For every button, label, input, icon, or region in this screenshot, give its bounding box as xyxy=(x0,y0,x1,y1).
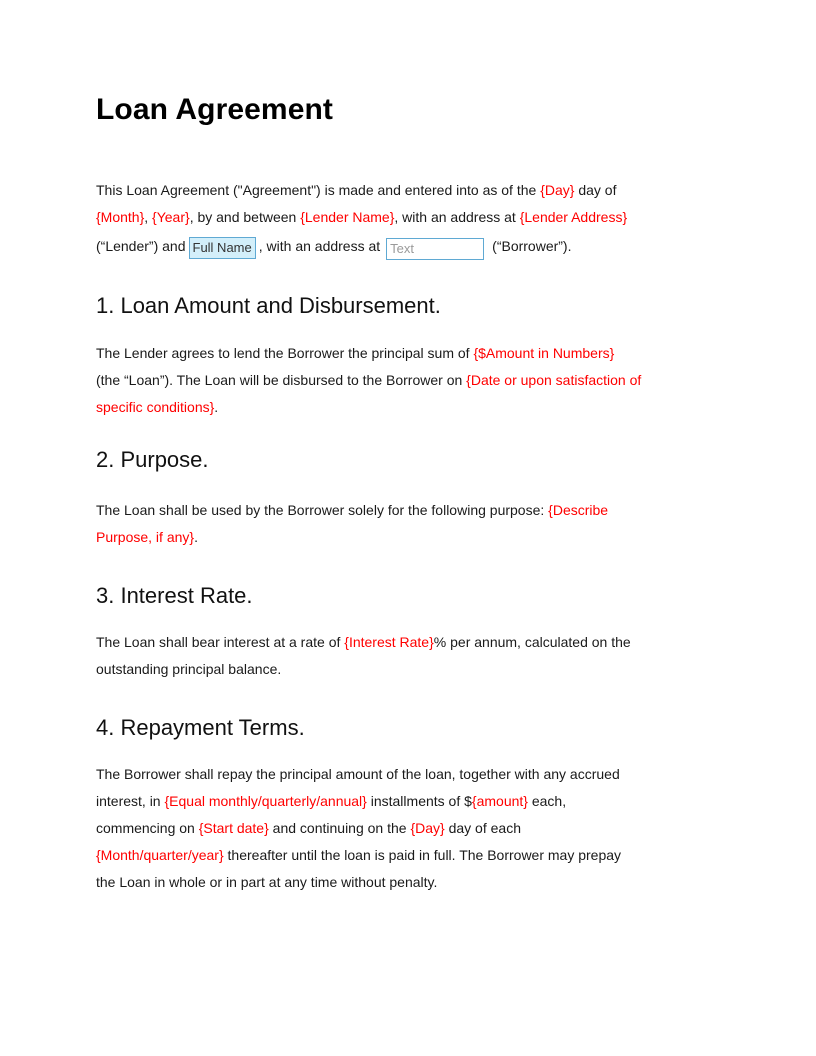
placeholder-disbursement-date-cont: specific conditions} xyxy=(96,399,215,415)
placeholder-interest-rate: {Interest Rate} xyxy=(344,634,434,650)
section-purpose-paragraph xyxy=(96,497,736,551)
section-repayment-terms-paragraph xyxy=(96,761,736,896)
paragraph-line xyxy=(96,869,736,896)
body-text: outstanding principal balance. xyxy=(96,661,282,677)
body-text: . xyxy=(214,399,219,415)
section-heading-interest-rate: 3. Interest Rate. xyxy=(96,583,253,608)
paragraph-line xyxy=(96,815,736,842)
paragraph-line xyxy=(96,367,736,394)
intro-text: , by and between xyxy=(189,209,301,225)
paragraph-line xyxy=(96,524,736,551)
paragraph-line xyxy=(96,842,736,869)
placeholder-lender-name: {Lender Name} xyxy=(300,209,395,225)
borrower-name-field[interactable]: Full Name xyxy=(189,237,256,259)
body-text: the Loan in whole or in part at any time without penalty. xyxy=(96,874,438,890)
placeholder-disbursement-date: {Date or upon satisfaction of xyxy=(466,372,642,388)
section-heading-purpose: 2. Purpose. xyxy=(96,447,209,472)
intro-text: (“Lender”) and xyxy=(96,238,186,254)
body-text: % per annum, calculated on the xyxy=(433,634,631,650)
body-text: The Loan shall be used by the Borrower solely for the following purpose: xyxy=(96,502,549,518)
body-text: each, xyxy=(527,793,567,809)
body-text: interest, in xyxy=(96,793,165,809)
placeholder-day: {Day} xyxy=(540,182,575,198)
intro-text: day of xyxy=(574,182,617,198)
placeholder-installment-amount: {amount} xyxy=(471,793,528,809)
placeholder-lender-address: {Lender Address} xyxy=(519,209,628,225)
intro-text: , with an address at xyxy=(258,238,381,254)
body-text: and continuing on the xyxy=(268,820,411,836)
placeholder-month: {Month} xyxy=(96,209,145,225)
section-heading-loan-amount: 1. Loan Amount and Disbursement. xyxy=(96,293,441,318)
paragraph-line xyxy=(96,761,736,788)
paragraph-line xyxy=(96,629,736,656)
section-heading-repayment-terms: 4. Repayment Terms. xyxy=(96,715,305,740)
body-text: The Borrower shall repay the principal amount of the loan, together with any accrued xyxy=(96,766,620,782)
body-text: (the “Loan”). The Loan will be disbursed to the Borrower on xyxy=(96,372,467,388)
intro-line-1 xyxy=(96,177,736,204)
body-text: installments of $ xyxy=(366,793,472,809)
body-text: The Lender agrees to lend the Borrower the principal sum of xyxy=(96,345,474,361)
placeholder-payment-period: {Month/quarter/year} xyxy=(96,847,224,863)
intro-text: (“Borrower”). xyxy=(492,238,572,254)
placeholder-purpose-cont: Purpose, if any} xyxy=(96,529,195,545)
body-text: The Loan shall bear interest at a rate of xyxy=(96,634,345,650)
intro-text: This Loan Agreement ("Agreement") is made and entered into as of the xyxy=(96,182,541,198)
body-text: . xyxy=(194,529,198,545)
document-title: Loan Agreement xyxy=(96,93,333,126)
intro-paragraph xyxy=(96,177,736,261)
placeholder-purpose: {Describe xyxy=(548,502,609,518)
section-loan-amount-paragraph xyxy=(96,340,736,421)
intro-text: , with an address at xyxy=(394,209,520,225)
paragraph-line xyxy=(96,497,736,524)
placeholder-year: {Year} xyxy=(152,209,190,225)
paragraph-line xyxy=(96,788,736,815)
intro-line-2 xyxy=(96,204,736,231)
placeholder-start-date: {Start date} xyxy=(198,820,269,836)
paragraph-line xyxy=(96,394,736,421)
section-interest-rate-paragraph xyxy=(96,629,736,683)
body-text: thereafter until the loan is paid in full. The Borrower may prepay xyxy=(223,847,622,863)
intro-line-3 xyxy=(96,231,736,261)
paragraph-line xyxy=(96,656,736,683)
placeholder-payment-day: {Day} xyxy=(410,820,445,836)
paragraph-line xyxy=(96,340,736,367)
body-text: commencing on xyxy=(96,820,199,836)
placeholder-installment-frequency: {Equal monthly/quarterly/annual} xyxy=(164,793,367,809)
body-text: day of each xyxy=(444,820,521,836)
borrower-address-field[interactable]: Text xyxy=(386,238,484,260)
placeholder-amount: {$Amount in Numbers} xyxy=(473,345,615,361)
intro-text: , xyxy=(144,209,153,225)
